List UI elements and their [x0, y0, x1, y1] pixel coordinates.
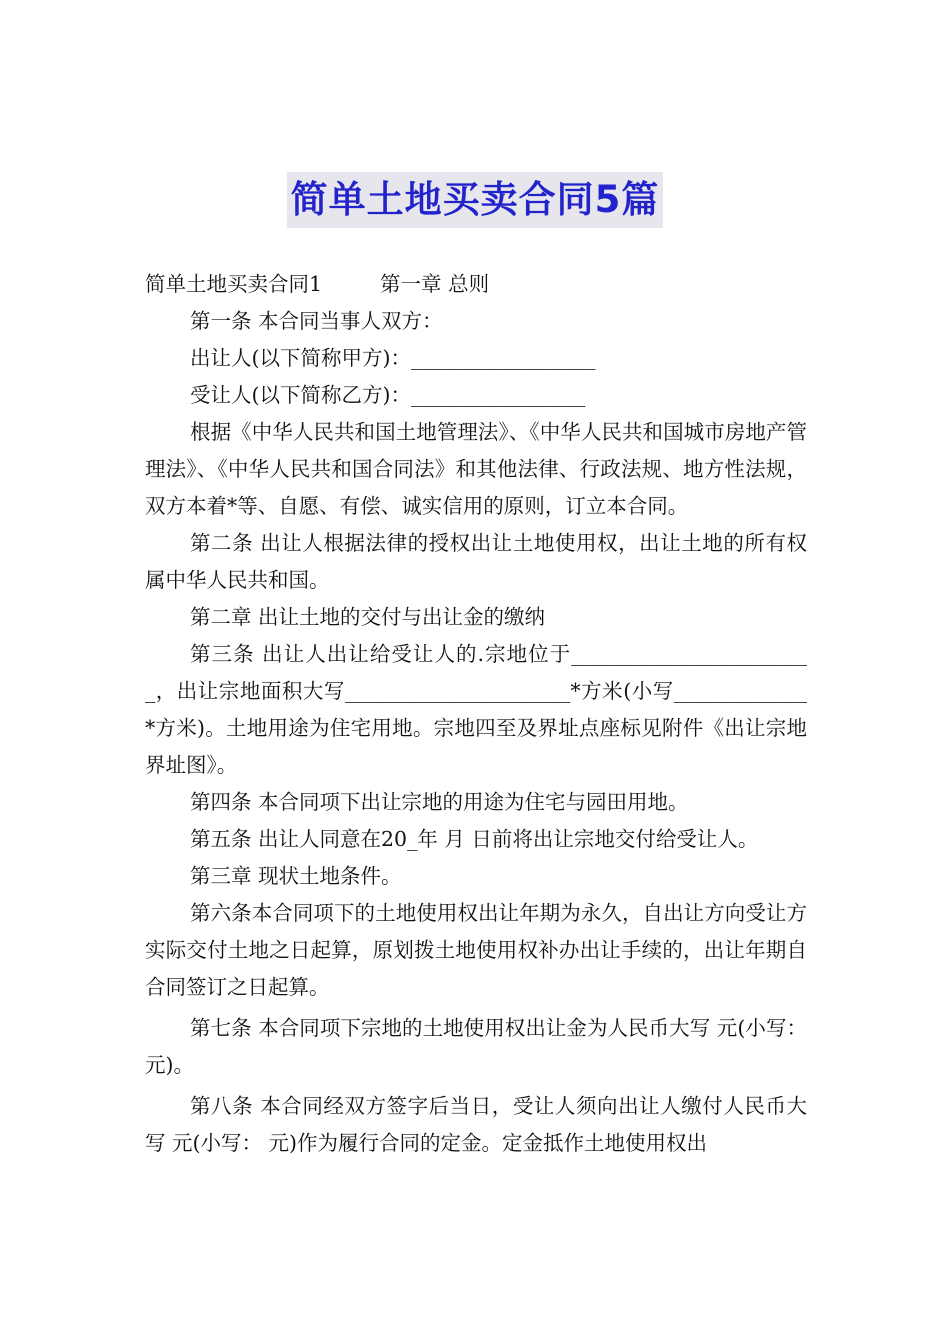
contract-heading: 简单土地买卖合同1 [145, 272, 323, 296]
paragraph: 第八条 本合同经双方签字后当日，受让人须向出让人缴付人民币大写 元(小写： 元)作为履行合同的定金。定金抵作土地使用权出 [145, 1094, 807, 1155]
document-title: 简单土地买卖合同5篇 [287, 172, 664, 228]
document-title-wrap [0, 172, 950, 235]
paragraph: 第二条 出让人根据法律的授权出让土地使用权，出让土地的所有权属中华人民共和国。 [145, 531, 807, 592]
paragraph: 根据《中华人民共和国土地管理法》、《中华人民共和国城市房地产管理法》、《中华人民共和国合同法》和其他法律、行政法规、地方性法规，双方本着*等、自愿、有偿、诚实信用的原则，订立本合同。 [145, 420, 807, 518]
paragraph: 第三条 出让人出让给受让人的.宗地位于________________________，出让宗地面积大写______________________*方米(小写_____________*方米)。土地用途为住宅用地。宗地四至及界址点座标见附件《出让宗地界址图》。 [145, 642, 807, 777]
paragraph: 第四条 本合同项下出让宗地的用途为住宅与园田用地。 [190, 790, 689, 814]
paragraph: 受让人(以下简称乙方)：_________________ [190, 383, 586, 407]
document-body [145, 266, 807, 1162]
paragraph: 第六条本合同项下的土地使用权出让年期为永久，自出让方向受让方实际交付土地之日起算，原划拨土地使用权补办出让手续的，出让年期自合同签订之日起算。 [145, 901, 807, 999]
paragraph: 第五条 出让人同意在20_年 月 日前将出让宗地交付给受让人。 [190, 827, 759, 851]
paragraph: 第二章 出让土地的交付与出让金的缴纳 [190, 605, 546, 629]
paragraph: 出让人(以下简称甲方)：__________________ [190, 346, 596, 370]
paragraph: 第七条 本合同项下宗地的土地使用权出让金为人民币大写 元(小写： 元)。 [145, 1016, 807, 1077]
heading-line [145, 266, 807, 303]
paragraph: 第三章 现状土地条件。 [190, 864, 402, 888]
paragraph: 第一条 本合同当事人双方： [190, 309, 443, 333]
chapter-heading: 第一章 总则 [380, 272, 490, 296]
